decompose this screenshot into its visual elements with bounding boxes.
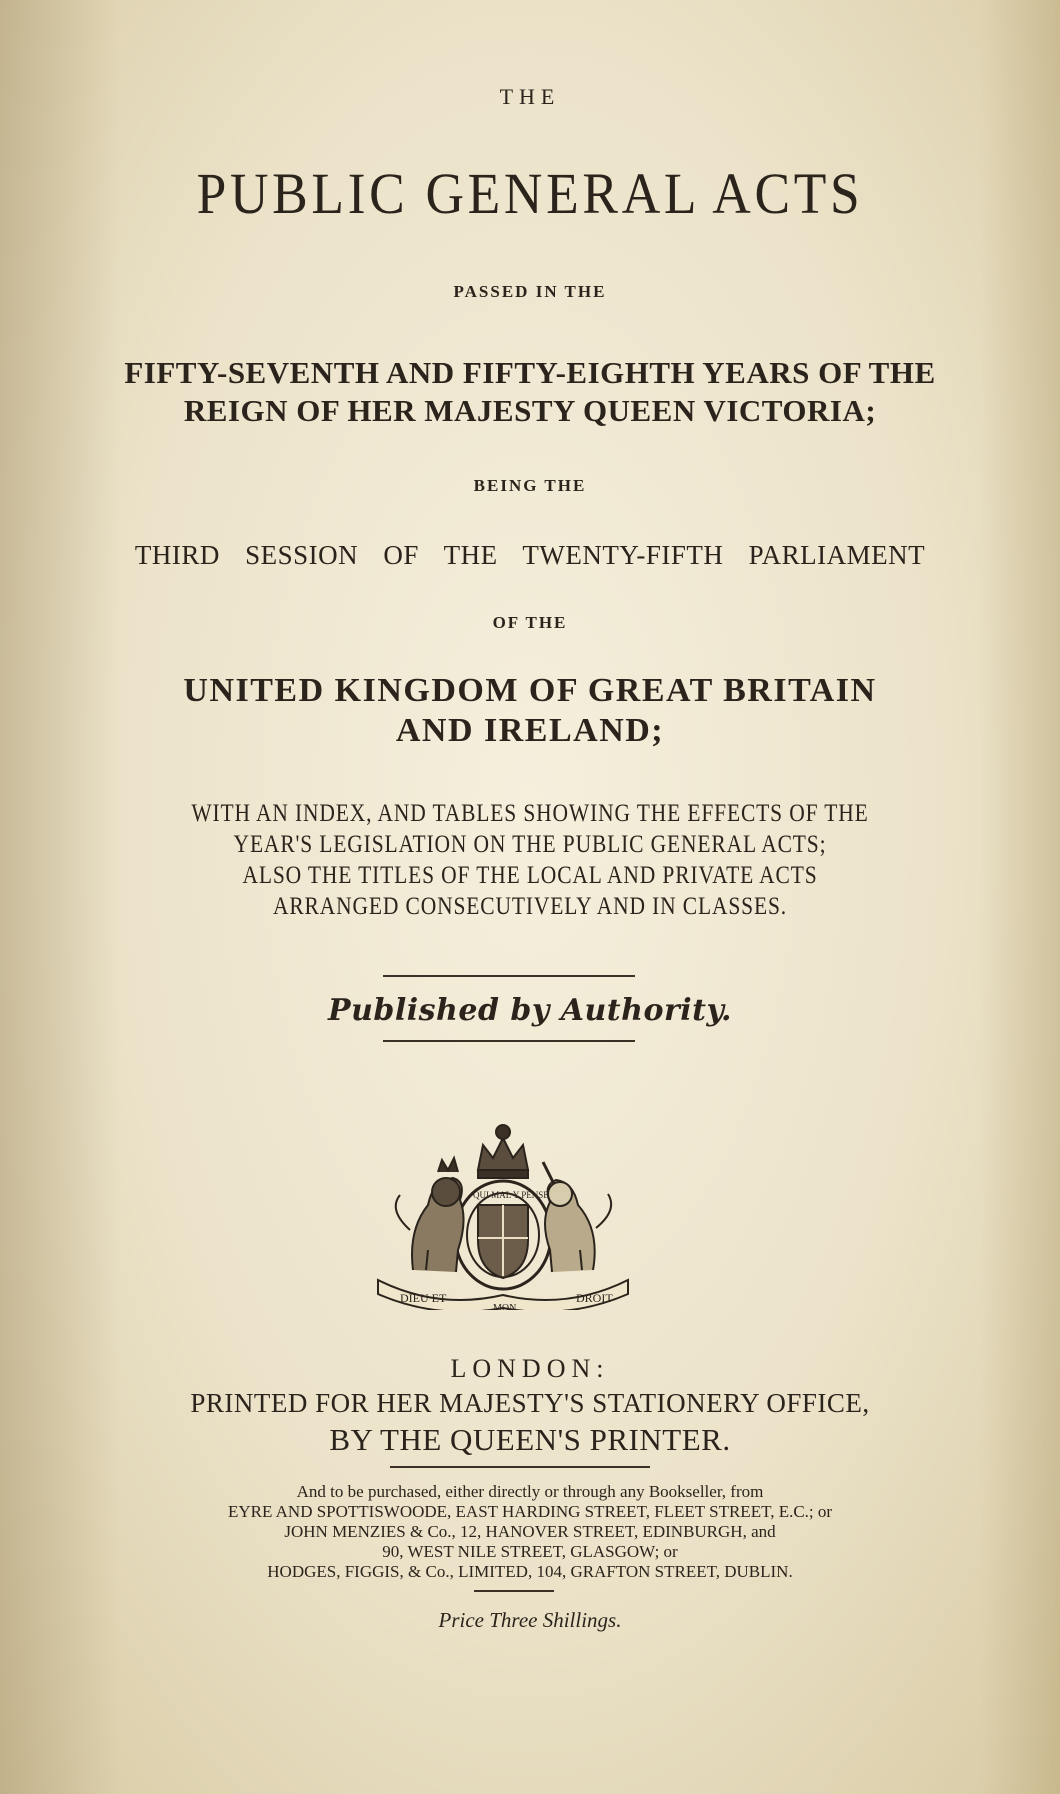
divider-imprint [390,1466,650,1468]
divider-bottom [383,1040,635,1042]
of-the: OF THE [492,613,568,632]
purchase-line-1: And to be purchased, either directly or through any Bookseller, from [296,1482,764,1501]
index-line-4: ARRANGED CONSECUTIVELY AND IN CLASSES. [272,893,788,920]
motto-center: MON [493,1303,517,1310]
reign-line-2: REIGN OF HER MAJESTY QUEEN VICTORIA; [183,393,877,428]
motto-left: DIEU ET [400,1291,447,1305]
motto-right: DROIT [576,1291,613,1305]
purchase-line-4: 90, WEST NILE STREET, GLASGOW; or [382,1542,678,1561]
imprint-printed-for: PRINTED FOR HER MAJESTY'S STATIONERY OFFICE, [190,1388,870,1418]
published-by-authority: Published by Authority. [328,993,732,1028]
kingdom-line-1: UNITED KINGDOM OF GREAT BRITAIN [183,672,877,709]
being-the: BEING THE [473,476,587,495]
divider-price [474,1590,554,1592]
price: Price Three Shillings. [438,1608,622,1632]
purchase-line-2: EYRE AND SPOTTISWOODE, EAST HARDING STREET, FLEET STREET, E.C.; or [227,1502,833,1521]
kingdom-line-2: AND IRELAND; [395,712,665,749]
page-title: PUBLIC GENERAL ACTS [196,161,864,226]
session-line: THIRD SESSION OF THE TWENTY-FIFTH PARLIAMENT [134,540,926,570]
divider-top [383,975,635,977]
index-line-3: ALSO THE TITLES OF THE LOCAL AND PRIVATE ACTS [242,862,818,889]
imprint-city: LONDON: [450,1354,610,1383]
index-line-2: YEAR'S LEGISLATION ON THE PUBLIC GENERAL ACTS; [233,831,827,858]
royal-coat-of-arms-icon [338,1110,668,1310]
garter-motto: QUI MAL Y PENSE [473,1190,549,1200]
heading-the: THE [499,84,561,109]
purchase-line-3: JOHN MENZIES & Co., 12, HANOVER STREET, EDINBURGH, and [284,1522,776,1541]
index-line-1: WITH AN INDEX, AND TABLES SHOWING THE EFFECTS OF THE [191,800,869,827]
imprint-printer: BY THE QUEEN'S PRINTER. [329,1422,731,1457]
reign-line-1: FIFTY-SEVENTH AND FIFTY-EIGHTH YEARS OF THE [124,355,936,390]
passed-in-the: PASSED IN THE [453,282,607,301]
purchase-line-5: HODGES, FIGGIS, & Co., LIMITED, 104, GRAFTON STREET, DUBLIN. [267,1562,793,1581]
